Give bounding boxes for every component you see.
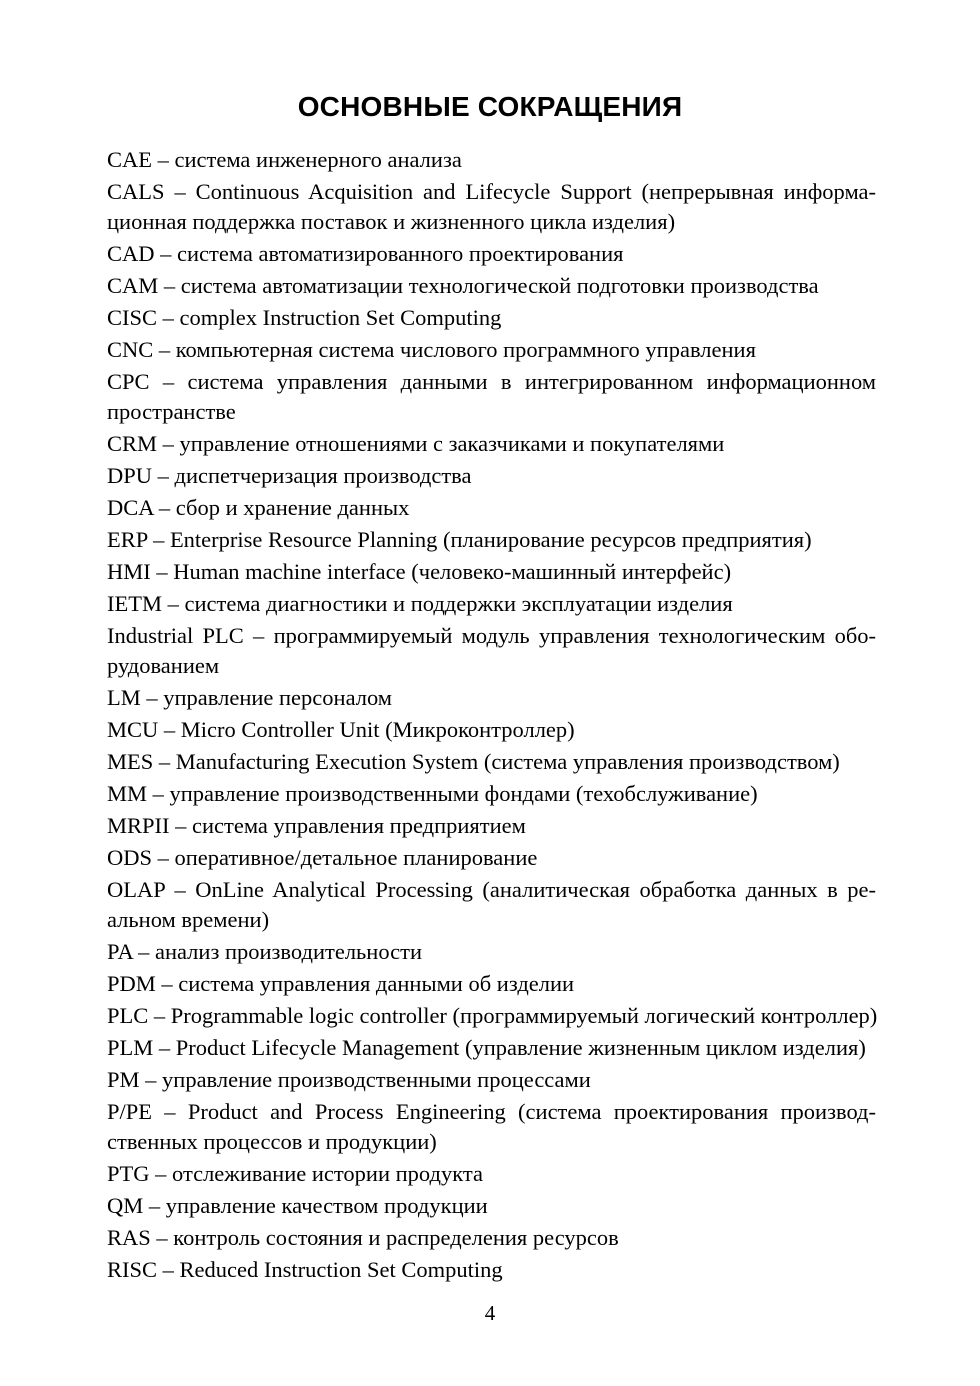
- definition-text: Continuous Acquisition and Lifecycle Support (непрерывная информа-: [195, 179, 877, 204]
- abbreviation-entry: [107, 429, 876, 459]
- entry-line: [107, 367, 876, 397]
- entry-line: [107, 1033, 876, 1063]
- entry-line: [107, 811, 876, 841]
- entry-line: [107, 1127, 876, 1157]
- definition-text: альном времени): [107, 907, 270, 932]
- entry-line: [107, 683, 876, 713]
- dash-separator: –: [157, 463, 169, 488]
- dash-separator: –: [163, 273, 176, 298]
- dash-separator: –: [175, 813, 187, 838]
- definition-text: система инженерного анализа: [174, 147, 462, 172]
- dash-separator: –: [162, 1257, 174, 1282]
- abbreviation-term: IETM: [107, 591, 162, 616]
- definition-text: система автоматизированного проектирования: [177, 241, 624, 266]
- entry-line: [107, 1255, 876, 1285]
- abbreviation-term: CPC: [107, 369, 150, 394]
- dash-separator: –: [174, 877, 186, 902]
- entry-line: [107, 177, 876, 207]
- abbreviation-term: PLM: [107, 1035, 154, 1060]
- abbreviation-entry: [107, 1159, 876, 1189]
- abbreviation-entry: [107, 843, 876, 873]
- abbreviation-term: CAM: [107, 273, 159, 298]
- definition-text: ционная поддержка поставок и жизненного цикла изделия): [107, 209, 676, 234]
- abbreviation-term: PLC: [107, 1003, 149, 1028]
- entry-line: [107, 461, 876, 491]
- definition-text: управление отношениями с заказчиками и покупателями: [179, 431, 725, 456]
- definition-text: complex Instruction Set Computing: [179, 305, 502, 330]
- dash-separator: –: [157, 147, 169, 172]
- dash-separator: –: [160, 241, 172, 266]
- entry-line: [107, 779, 876, 809]
- abbreviation-term: ODS: [107, 845, 153, 870]
- abbreviation-entry: [107, 177, 876, 237]
- page-title: ОСНОВНЫЕ СОКРАЩЕНИЯ: [297, 91, 683, 122]
- dash-separator: –: [157, 845, 169, 870]
- abbreviation-term: CNC: [107, 337, 154, 362]
- definition-text: Reduced Instruction Set Computing: [179, 1257, 503, 1282]
- definition-text: Manufacturing Execution System (система управления производством): [175, 749, 840, 774]
- abbreviation-entry: [107, 1033, 876, 1063]
- abbreviation-entry: [107, 747, 876, 777]
- definition-text: управление персоналом: [163, 685, 393, 710]
- entry-line: [107, 621, 876, 651]
- definition-text: система диагностики и поддержки эксплуатации изделия: [184, 591, 733, 616]
- abbreviation-entry: [107, 1001, 876, 1031]
- dash-separator: –: [253, 623, 265, 648]
- abbreviation-entry: [107, 937, 876, 967]
- entry-line: [107, 525, 876, 555]
- definition-text: рудованием: [107, 653, 220, 678]
- abbreviation-term: MCU: [107, 717, 159, 742]
- dash-separator: –: [153, 1003, 166, 1028]
- dash-separator: –: [152, 781, 164, 806]
- definition-text: система управления данными в интегрированном информационном: [187, 369, 877, 394]
- entry-line: [107, 493, 876, 523]
- dash-separator: –: [162, 305, 174, 330]
- definition-text: система автоматизации технологической подготовки производства: [180, 273, 819, 298]
- abbreviation-term: ERP: [107, 527, 148, 552]
- definition-text: контроль состояния и распределения ресурсов: [173, 1225, 619, 1250]
- definition-text: система управления данными об изделии: [178, 971, 575, 996]
- abbreviation-entry: [107, 557, 876, 587]
- dash-separator: –: [138, 939, 150, 964]
- definition-text: Enterprise Resource Planning (планирование ресурсов предприятия): [169, 527, 812, 552]
- dash-separator: –: [145, 1067, 157, 1092]
- dash-separator: –: [167, 591, 179, 616]
- definition-text: оперативное/детальное планирование: [174, 845, 538, 870]
- entry-line: [107, 1097, 876, 1127]
- abbreviation-entry: [107, 589, 876, 619]
- dash-separator: –: [162, 431, 174, 456]
- definition-text: программируемый модуль управления технологическим обо-: [273, 623, 877, 648]
- abbreviation-term: MM: [107, 781, 148, 806]
- dash-separator: –: [146, 685, 158, 710]
- entry-line: [107, 397, 876, 427]
- entry-line: [107, 271, 876, 301]
- abbreviation-term: PA: [107, 939, 133, 964]
- dash-separator: –: [158, 749, 171, 774]
- abbreviation-term: RAS: [107, 1225, 151, 1250]
- entry-line: [107, 1191, 876, 1221]
- entry-line: [107, 1223, 876, 1253]
- dash-separator: –: [158, 337, 171, 362]
- entry-line: [107, 715, 876, 745]
- abbreviation-term: P/PE: [107, 1099, 153, 1124]
- entry-line: [107, 589, 876, 619]
- definition-text: управление производственными фондами (техобслуживание): [169, 781, 758, 806]
- entry-line: [107, 335, 876, 365]
- abbreviation-entry: [107, 1191, 876, 1221]
- definition-text: Micro Controller Unit (Микроконтроллер): [180, 717, 575, 742]
- entry-line: [107, 429, 876, 459]
- entry-line: [107, 1159, 876, 1189]
- dash-separator: –: [158, 1035, 171, 1060]
- abbreviation-entry: [107, 525, 876, 555]
- dash-separator: –: [162, 369, 175, 394]
- abbreviation-term: LM: [107, 685, 141, 710]
- abbreviation-term: Industrial PLC: [107, 623, 244, 648]
- definition-text: управление производственными процессами: [162, 1067, 591, 1092]
- definition-text: Human machine interface (человеко-машинный интерфейс): [173, 559, 732, 584]
- entry-line: [107, 651, 876, 681]
- abbreviation-term: PTG: [107, 1161, 150, 1186]
- definition-text: OnLine Analytical Processing (аналитическая обработка данных в ре-: [195, 877, 877, 902]
- abbreviation-entry: [107, 461, 876, 491]
- entry-line: [107, 969, 876, 999]
- abbreviation-term: MRPII: [107, 813, 170, 838]
- dash-separator: –: [156, 1225, 168, 1250]
- abbreviation-entry: [107, 271, 876, 301]
- abbreviation-term: OLAP: [107, 877, 165, 902]
- abbreviation-term: PDM: [107, 971, 156, 996]
- abbreviation-entry: [107, 715, 876, 745]
- abbreviation-entry: [107, 1065, 876, 1095]
- definition-text: пространстве: [107, 399, 236, 424]
- entry-line: [107, 1065, 876, 1095]
- abbreviation-list: [107, 145, 876, 1287]
- entry-line: [107, 239, 876, 269]
- abbreviation-entry: [107, 621, 876, 681]
- abbreviation-entry: [107, 145, 876, 175]
- definition-text: компьютерная система числового программного управления: [175, 337, 756, 362]
- abbreviation-entry: [107, 367, 876, 427]
- abbreviation-term: CAD: [107, 241, 155, 266]
- entry-line: [107, 207, 876, 237]
- dash-separator: –: [155, 1161, 167, 1186]
- entry-line: [107, 937, 876, 967]
- dash-separator: –: [161, 971, 173, 996]
- definition-text: Product and Process Engineering (система проектирования производ-: [187, 1099, 877, 1124]
- abbreviation-entry: [107, 239, 876, 269]
- entry-line: [107, 1001, 876, 1031]
- abbreviation-entry: [107, 779, 876, 809]
- abbreviation-term: DPU: [107, 463, 153, 488]
- definition-text: анализ производительности: [154, 939, 423, 964]
- page-number: 4: [484, 1301, 496, 1325]
- abbreviation-entry: [107, 303, 876, 333]
- abbreviation-term: CAE: [107, 147, 152, 172]
- abbreviation-entry: [107, 683, 876, 713]
- entry-line: [107, 905, 876, 935]
- definition-text: диспетчеризация производства: [174, 463, 472, 488]
- definition-text: Programmable logic controller (программируемый логический контроллер): [170, 1003, 878, 1028]
- dash-separator: –: [164, 1099, 176, 1124]
- abbreviation-term: PM: [107, 1067, 140, 1092]
- abbreviation-entry: [107, 493, 876, 523]
- abbreviation-entry: [107, 811, 876, 841]
- dash-separator: –: [156, 559, 168, 584]
- entry-line: [107, 843, 876, 873]
- entry-line: [107, 557, 876, 587]
- abbreviation-term: DCA: [107, 495, 154, 520]
- definition-text: отслеживание истории продукта: [172, 1161, 483, 1186]
- abbreviation-term: CALS: [107, 179, 165, 204]
- definition-text: сбор и хранение данных: [175, 495, 410, 520]
- abbreviation-term: HMI: [107, 559, 151, 584]
- definition-text: управление качеством продукции: [165, 1193, 488, 1218]
- abbreviation-entry: [107, 1223, 876, 1253]
- abbreviation-entry: [107, 875, 876, 935]
- abbreviation-term: MES: [107, 749, 154, 774]
- abbreviation-term: CRM: [107, 431, 158, 456]
- dash-separator: –: [148, 1193, 161, 1218]
- definition-text: Product Lifecycle Management (управление жизненным циклом изделия): [175, 1035, 866, 1060]
- abbreviation-term: RISC: [107, 1257, 158, 1282]
- entry-line: [107, 747, 876, 777]
- dash-separator: –: [174, 179, 186, 204]
- abbreviation-term: CISC: [107, 305, 158, 330]
- definition-text: система управления предприятием: [192, 813, 526, 838]
- definition-text: ственных процессов и продукции): [107, 1129, 437, 1154]
- entry-line: [107, 145, 876, 175]
- dash-separator: –: [158, 495, 171, 520]
- entry-line: [107, 303, 876, 333]
- abbreviation-entry: [107, 969, 876, 999]
- abbreviation-entry: [107, 335, 876, 365]
- entry-line: [107, 875, 876, 905]
- abbreviation-term: QM: [107, 1193, 144, 1218]
- abbreviation-entry: [107, 1097, 876, 1157]
- abbreviation-entry: [107, 1255, 876, 1285]
- dash-separator: –: [153, 527, 165, 552]
- dash-separator: –: [163, 717, 176, 742]
